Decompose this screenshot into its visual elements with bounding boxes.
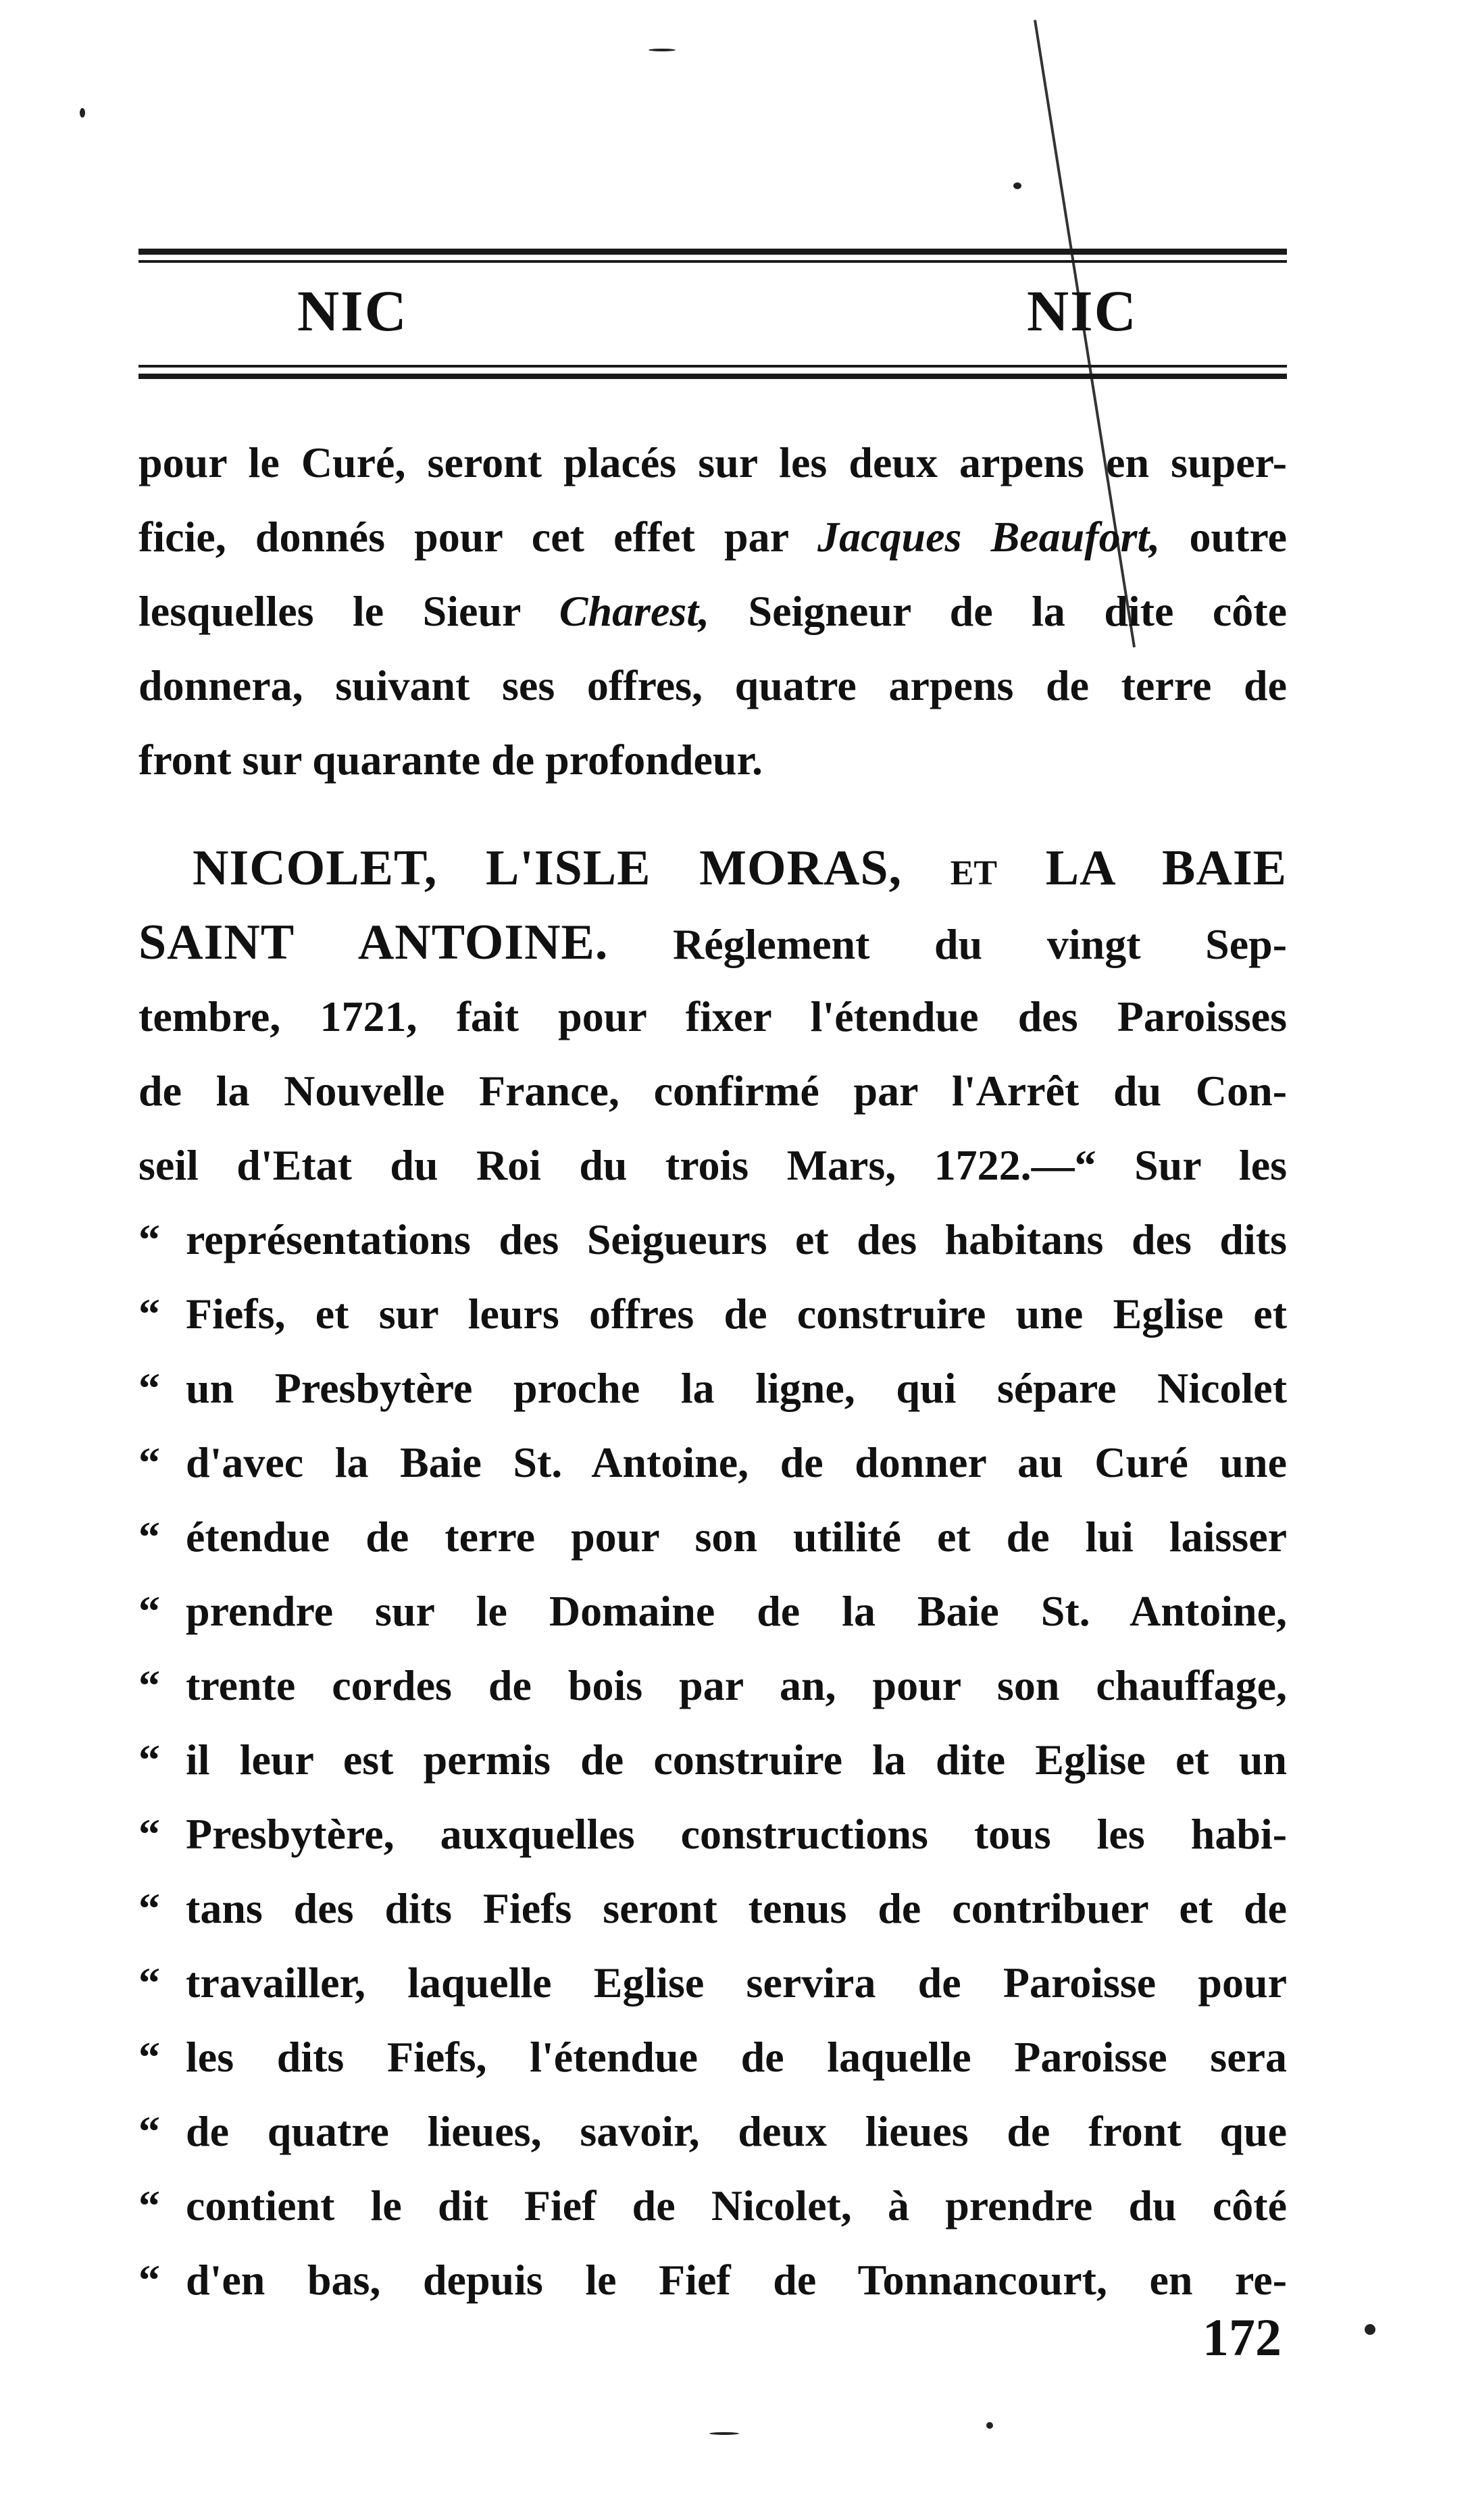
header-rule-bottom-thin (138, 365, 1287, 368)
quoted-line (138, 1277, 1287, 1351)
quote-mark: “ (138, 1736, 160, 1784)
quote-mark: “ (138, 1513, 160, 1561)
quoted-line (138, 1574, 1287, 1648)
quoted-line (138, 1871, 1287, 1946)
text-line: donnera, suivant ses offres, quatre arpens de terre de (138, 661, 1287, 709)
quoted-line (138, 1351, 1287, 1426)
quote-mark: “ (138, 1290, 160, 1338)
text-run: travailler, laquelle Eglise servira de Paroisse pour (186, 1959, 1287, 2007)
running-head-left: NIC (297, 278, 408, 343)
text-run: étendue de terre pour son utilité et de lui laisser (186, 1513, 1287, 1561)
paragraph-continuation (138, 426, 1287, 797)
quoted-line (138, 1426, 1287, 1500)
header-rule-top-thin (138, 260, 1287, 263)
text-run: d'avec la Baie St. Antoine, de donner au Curé une (186, 1438, 1287, 1486)
text-line: pour le Curé, seront placés sur les deux arpens en super- (138, 438, 1287, 486)
scan-speck (986, 2422, 993, 2429)
quoted-line (138, 1723, 1287, 1797)
entry-heading: NICOLET, L'ISLE MORAS, (193, 840, 951, 896)
page-number: 172 (1202, 2308, 1282, 2367)
text-line: tembre, 1721, fait pour fixer l'étendue des Paroisses (138, 992, 1287, 1040)
text-run: Réglement du vingt Sep- (608, 920, 1288, 968)
quoted-line (138, 2243, 1287, 2317)
scan-speck (1013, 182, 1021, 189)
quoted-line (138, 1500, 1287, 1574)
quote-mark: “ (138, 2182, 160, 2229)
quote-mark: “ (138, 1364, 160, 1412)
text-run: Presbytère, auxquelles constructions tous les habi- (186, 1810, 1287, 1858)
quote-mark: “ (138, 2107, 160, 2155)
text-line: front sur quarante de profondeur. (138, 736, 763, 784)
running-head-right: NIC (1027, 278, 1138, 343)
quoted-line (138, 2169, 1287, 2243)
scan-speck (1365, 2324, 1375, 2335)
text-run: de quatre lieues, savoir, deux lieues de front que (186, 2107, 1287, 2155)
text-run: représentations des Seigueurs et des habitans des dits (186, 1215, 1287, 1263)
text-run: Seigneur de la dite côte (709, 587, 1288, 635)
quote-mark: “ (138, 1438, 160, 1486)
text-run: trente cordes de bois par an, pour son chauffage, (186, 1661, 1287, 1709)
scan-speck (80, 108, 85, 118)
italic-name: Jacques Beaufort, (817, 513, 1161, 561)
text-run: ficie, donnés pour cet effet par (138, 513, 818, 561)
text-line (138, 500, 1287, 574)
text-run: Fiefs, et sur leurs offres de construire une Eglise et (186, 1290, 1287, 1338)
text-run: les dits Fiefs, l'étendue de laquelle Paroisse sera (186, 2033, 1287, 2081)
quote-mark: “ (138, 1810, 160, 1858)
italic-name: Charest, (559, 587, 710, 635)
entry-heading: LA BAIE (997, 840, 1288, 896)
text-run: prendre sur le Domaine de la Baie St. Antoine, (186, 1587, 1287, 1635)
text-run: il leur est permis de construire la dite Eglise et un (186, 1736, 1287, 1784)
entry-heading: SAINT ANTOINE. (138, 915, 609, 970)
text-line: de la Nouvelle France, confirmé par l'Arrêt du Con- (138, 1067, 1287, 1115)
quoted-line (138, 1797, 1287, 1871)
scan-speck (709, 2432, 739, 2435)
quoted-line (138, 2020, 1287, 2094)
quoted-line (138, 2094, 1287, 2169)
text-run: un Presbytère proche la ligne, qui sépare Nicolet (186, 1364, 1287, 1412)
quoted-line (138, 1946, 1287, 2020)
entry-nicolet (138, 831, 1287, 2317)
quote-mark: “ (138, 1661, 160, 1709)
quote-mark: “ (138, 2033, 160, 2081)
quote-mark: “ (138, 1884, 160, 1932)
scan-speck (649, 49, 676, 51)
header-rule-bottom (138, 374, 1287, 379)
header-rule-top (138, 249, 1287, 255)
text-run: tans des dits Fiefs seront tenus de contribuer et de (186, 1884, 1287, 1932)
text-run: d'en bas, depuis le Fief de Tonnancourt, en re- (186, 2256, 1287, 2304)
text-line (138, 905, 1287, 980)
text-run: contient le dit Fief de Nicolet, à prendre du côté (186, 2182, 1287, 2229)
entry-heading-conjunction: ET (950, 854, 998, 892)
quote-mark: “ (138, 1587, 160, 1635)
quoted-line (138, 1203, 1287, 1277)
entry-heading-line (138, 831, 1287, 905)
quoted-line (138, 1648, 1287, 1723)
text-line: seil d'Etat du Roi du trois Mars, 1722.—“ Sur les (138, 1141, 1287, 1189)
text-run: outre (1160, 513, 1287, 561)
quote-mark: “ (138, 1215, 160, 1263)
text-run: lesquelles le Sieur (138, 587, 559, 635)
text-line (138, 574, 1287, 649)
quote-mark: “ (138, 1959, 160, 2007)
quote-mark: “ (138, 2256, 160, 2304)
